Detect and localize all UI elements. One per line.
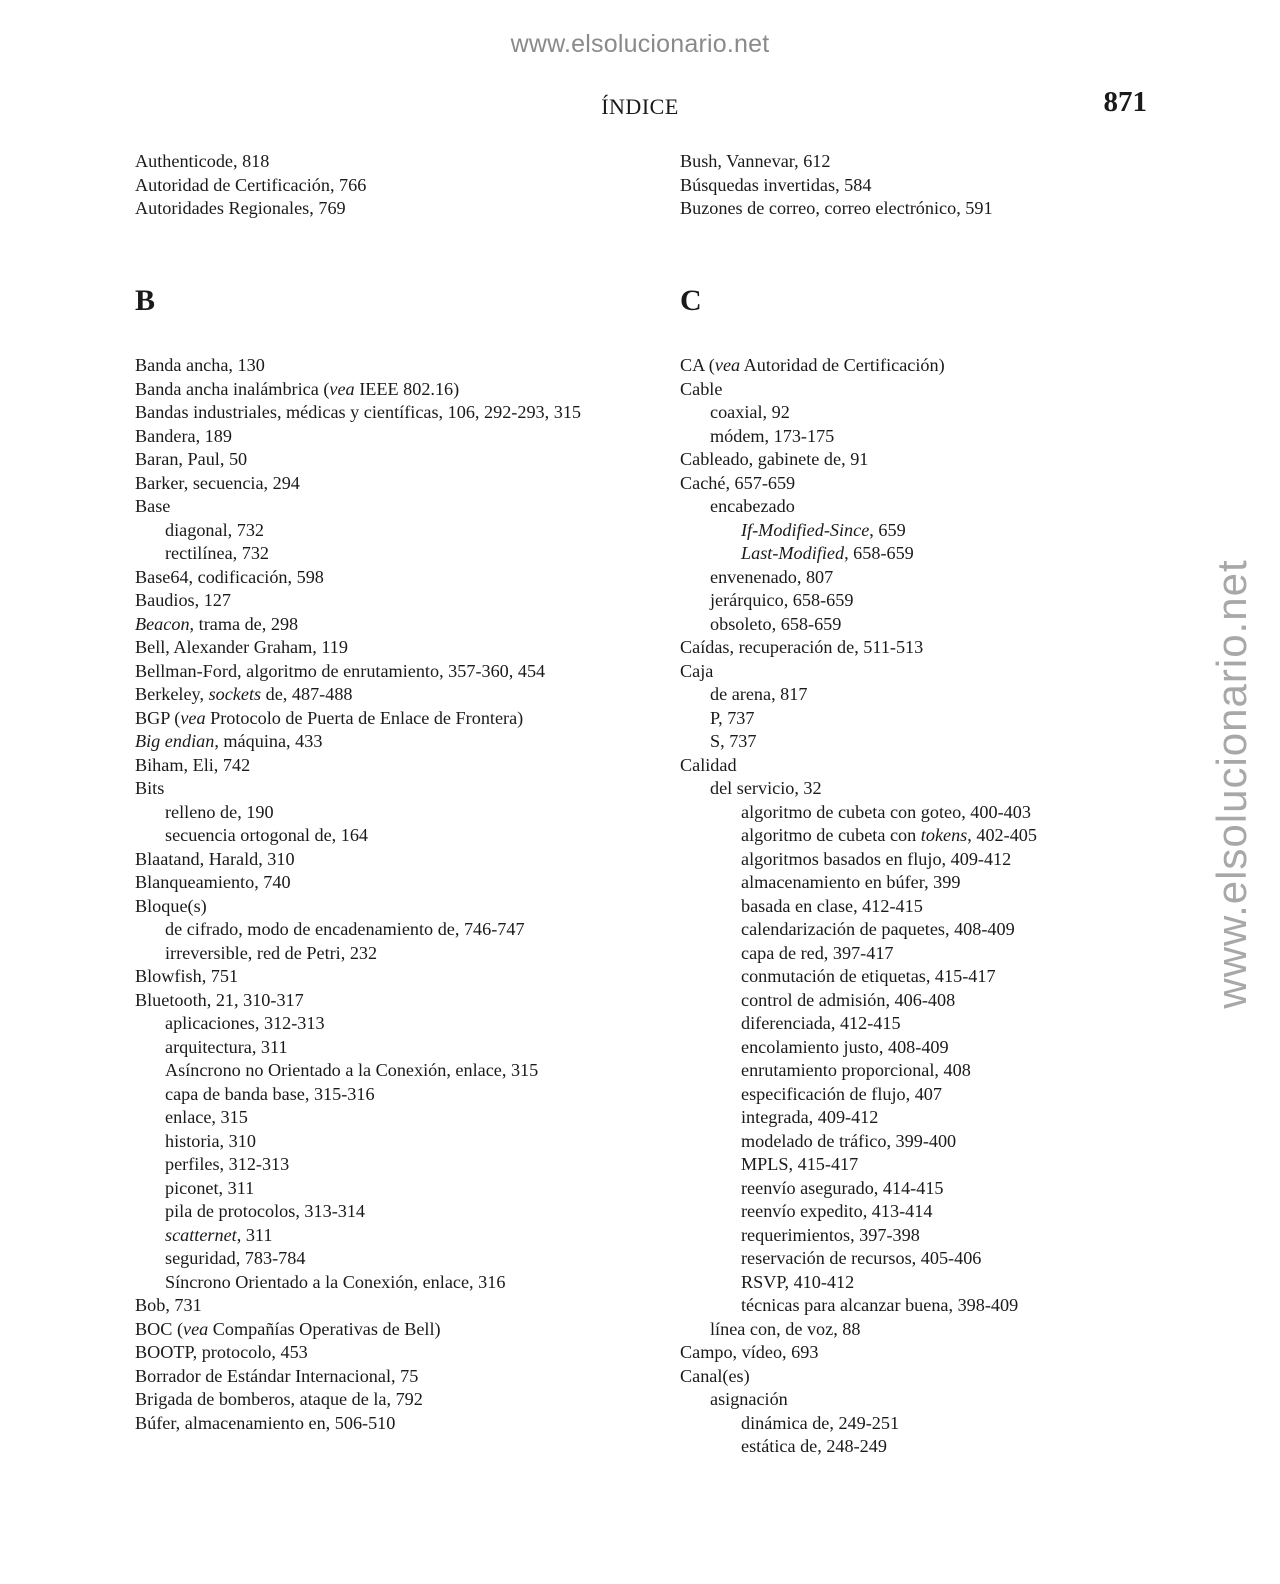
left-continued-entries <box>135 150 655 221</box>
index-entry <box>135 1012 655 1036</box>
index-entry <box>135 566 655 590</box>
index-entry-text: reenvío expedito, 413-414 <box>741 1201 933 1221</box>
index-entry <box>680 197 1200 221</box>
index-entry <box>135 989 655 1013</box>
index-entry-text: Búsquedas invertidas, 584 <box>680 174 872 195</box>
index-entry-text: Borrador de Estándar Internacional, 75 <box>135 1365 419 1386</box>
index-entry-text: de arena, 817 <box>710 684 808 704</box>
index-entry-text: jerárquico, 658-659 <box>710 590 854 610</box>
index-entry-text: reenvío asegurado, 414-415 <box>741 1177 944 1198</box>
index-entry-italic-text: sockets <box>208 684 262 704</box>
index-entry <box>135 1294 655 1318</box>
index-entry-text: diferenciada, 412-415 <box>741 1013 901 1033</box>
index-entry <box>680 754 1200 778</box>
index-entry-text: , 402-405 <box>967 825 1037 845</box>
section-letter-b: B <box>135 284 156 317</box>
index-entry-text: seguridad, 783-784 <box>165 1248 306 1268</box>
index-entry <box>680 354 1200 378</box>
index-entry-text: , 659 <box>869 519 906 540</box>
index-entry <box>135 660 655 684</box>
index-entry-text: Bob, 731 <box>135 1295 202 1315</box>
index-entry-text: de, 487-488 <box>261 684 353 704</box>
index-entry <box>680 542 1200 566</box>
index-entry <box>135 354 655 378</box>
index-entry-text: , trama de, 298 <box>189 613 299 634</box>
index-entry <box>680 472 1200 496</box>
index-entry <box>680 1130 1200 1154</box>
index-entry <box>135 754 655 778</box>
index-entry <box>680 1106 1200 1130</box>
index-entry-text: Bush, Vannevar, 612 <box>680 151 831 171</box>
index-entry <box>135 1247 655 1271</box>
right-continued-entries <box>680 150 1200 221</box>
index-entry-text: arquitectura, 311 <box>165 1036 288 1057</box>
index-entry <box>135 942 655 966</box>
index-entry <box>135 1083 655 1107</box>
index-entry <box>135 448 655 472</box>
index-entry <box>135 519 655 543</box>
index-entry-text: enrutamiento proporcional, 408 <box>741 1060 971 1080</box>
index-entry-text: perfiles, 312-313 <box>165 1154 290 1174</box>
index-entry-text: integrada, 409-412 <box>741 1107 879 1127</box>
index-entry <box>135 824 655 848</box>
index-entry <box>135 174 655 198</box>
index-entry-italic-text: vea <box>714 355 741 375</box>
index-entry-text: secuencia ortogonal de, 164 <box>165 825 369 845</box>
index-entry <box>680 401 1200 425</box>
index-entry-text: Síncrono Orientado a la Conexión, enlace, 316 <box>165 1271 506 1292</box>
index-entry <box>135 472 655 496</box>
index-entry-italic-text: If-Modified-Since <box>741 519 870 540</box>
index-entry-text: Caídas, recuperación de, 511-513 <box>680 637 924 657</box>
index-entry-text: , máquina, 433 <box>214 731 323 751</box>
index-entry <box>135 1224 655 1248</box>
index-entry-text: técnicas para alcanzar buena, 398-409 <box>741 1295 1019 1315</box>
index-entry <box>680 1200 1200 1224</box>
index-entry-text: coaxial, 92 <box>710 402 790 422</box>
index-entry <box>680 1059 1200 1083</box>
index-entry <box>135 1200 655 1224</box>
index-entry <box>135 707 655 731</box>
index-entry-text: RSVP, 410-412 <box>741 1271 855 1292</box>
index-entry <box>680 1271 1200 1295</box>
index-entry-text: línea con, de voz, 88 <box>710 1318 861 1339</box>
index-entry-text: algoritmos basados en flujo, 409-412 <box>741 848 1012 869</box>
index-entry-text: algoritmo de cubeta con <box>741 825 921 845</box>
index-entry-italic-text: Last-Modified <box>741 543 845 563</box>
index-entry <box>135 683 655 707</box>
index-entry <box>135 1318 655 1342</box>
index-entry-text: P, 737 <box>710 707 755 728</box>
index-entry-text: Compañías Operativas de Bell) <box>208 1318 441 1339</box>
index-entry-text: aplicaciones, 312-313 <box>165 1013 325 1033</box>
index-entry <box>680 730 1200 754</box>
index-entry <box>680 174 1200 198</box>
index-entry <box>680 707 1200 731</box>
index-entry <box>680 848 1200 872</box>
index-entry-text: módem, 173-175 <box>710 425 835 446</box>
index-entry-text: Berkeley, <box>135 684 209 704</box>
index-entry <box>135 613 655 637</box>
index-entry-text: Banda ancha, 130 <box>135 355 265 375</box>
index-entry-text: control de admisión, 406-408 <box>741 989 956 1010</box>
index-entry-text: IEEE 802.16) <box>354 378 460 399</box>
index-entry-text: Calidad <box>680 754 737 775</box>
index-entry <box>680 566 1200 590</box>
index-entry <box>680 150 1200 174</box>
index-entry <box>135 495 655 519</box>
index-entry <box>135 1412 655 1436</box>
index-entry-text: Blowfish, 751 <box>135 966 239 986</box>
index-entry-text: Bluetooth, 21, 310-317 <box>135 989 304 1010</box>
index-entry-text: Baran, Paul, 50 <box>135 449 248 469</box>
index-entry-italic-text: vea <box>180 707 206 728</box>
index-entry-text: Caja <box>680 660 714 681</box>
index-entry-text: basada en clase, 412-415 <box>741 895 923 916</box>
index-entry-italic-text: scatternet <box>165 1224 237 1245</box>
index-entry <box>135 1059 655 1083</box>
page-number: 871 <box>1103 86 1147 118</box>
index-entry <box>135 542 655 566</box>
index-entry <box>680 1294 1200 1318</box>
index-entry <box>680 495 1200 519</box>
index-entry-text: capa de banda base, 315-316 <box>165 1083 375 1104</box>
index-entry-text: Cableado, gabinete de, 91 <box>680 449 869 469</box>
index-entry <box>135 1365 655 1389</box>
index-entry <box>135 1177 655 1201</box>
index-entry-text: Banda ancha inalámbrica ( <box>135 378 330 399</box>
index-entry-text: Barker, secuencia, 294 <box>135 472 300 493</box>
index-entry-text: Bits <box>135 778 165 798</box>
index-entry-text: Autoridades Regionales, 769 <box>135 198 346 218</box>
index-entry-text: envenenado, 807 <box>710 566 834 587</box>
index-entry-text: Brigada de bomberos, ataque de la, 792 <box>135 1389 423 1409</box>
index-entry <box>135 636 655 660</box>
index-entry-text: piconet, 311 <box>165 1177 255 1198</box>
index-entry <box>680 895 1200 919</box>
index-entry <box>135 1036 655 1060</box>
index-entry-text: Blanqueamiento, 740 <box>135 872 291 892</box>
index-entry-text: modelado de tráfico, 399-400 <box>741 1130 957 1151</box>
index-entry-text: , 311 <box>236 1224 273 1245</box>
index-entry <box>135 1388 655 1412</box>
index-entry-text: Protocolo de Puerta de Enlace de Frontera) <box>205 707 524 728</box>
index-entry-text: Biham, Eli, 742 <box>135 754 251 775</box>
index-entry <box>680 1012 1200 1036</box>
index-entry <box>680 989 1200 1013</box>
index-entry-text: almacenamiento en búfer, 399 <box>741 872 961 892</box>
index-entry-text: algoritmo de cubeta con goteo, 400-403 <box>741 801 1031 822</box>
index-entry-text: Baudios, 127 <box>135 590 231 610</box>
index-entry-text: estática de, 248-249 <box>741 1436 887 1456</box>
index-entry <box>680 1247 1200 1271</box>
section-letter-c: C <box>680 284 702 317</box>
index-entry <box>135 1130 655 1154</box>
index-entry-text: Bandera, 189 <box>135 425 232 446</box>
section-b <box>135 284 655 1435</box>
index-entry-text: Bandas industriales, médicas y científicas, 106, 292-293, 315 <box>135 402 582 422</box>
index-entry-text: Campo, vídeo, 693 <box>680 1342 819 1362</box>
index-entry <box>135 895 655 919</box>
index-entry-text: diagonal, 732 <box>165 519 265 540</box>
index-entry <box>680 871 1200 895</box>
index-entry <box>135 871 655 895</box>
index-entry-text: Bellman-Ford, algoritmo de enrutamiento, 357-360, 454 <box>135 660 546 681</box>
index-entry-text: pila de protocolos, 313-314 <box>165 1201 366 1221</box>
index-entry-text: Asíncrono no Orientado a la Conexión, enlace, 315 <box>165 1060 539 1080</box>
index-entry <box>135 730 655 754</box>
index-entry <box>680 801 1200 825</box>
index-entry <box>680 378 1200 402</box>
index-entry <box>680 918 1200 942</box>
index-entry-text: BOOTP, protocolo, 453 <box>135 1342 308 1362</box>
index-entry-italic-text: vea <box>329 378 355 399</box>
index-entry <box>680 1036 1200 1060</box>
index-entry <box>680 1341 1200 1365</box>
index-entry-text: BGP ( <box>135 707 181 728</box>
watermark-side-url: www.elsolucionario.net <box>1208 559 1255 1009</box>
index-entry-text: Cable <box>680 378 723 399</box>
index-entry-text: historia, 310 <box>165 1130 256 1151</box>
index-entry <box>680 613 1200 637</box>
index-entry-italic-text: tokens <box>920 825 968 845</box>
index-entry <box>680 942 1200 966</box>
index-entry <box>680 777 1200 801</box>
running-title: ÍNDICE <box>601 94 679 119</box>
index-entry-text: rectilínea, 732 <box>165 543 270 563</box>
index-entry <box>680 965 1200 989</box>
index-entry-text: Authenticode, 818 <box>135 151 270 171</box>
index-entry-text: Base <box>135 496 171 516</box>
index-entry <box>680 1435 1200 1459</box>
section-c <box>680 284 1200 1459</box>
index-entry-text: de cifrado, modo de encadenamiento de, 746-747 <box>165 919 525 939</box>
index-entry-text: CA ( <box>680 355 715 375</box>
index-entry <box>680 519 1200 543</box>
index-entry-text: Bloque(s) <box>135 895 207 916</box>
index-entry <box>135 965 655 989</box>
index-entry <box>680 683 1200 707</box>
index-entry-text: Blaatand, Harald, 310 <box>135 848 295 869</box>
index-entry-text: capa de red, 397-417 <box>741 942 894 963</box>
index-entry-text: Canal(es) <box>680 1365 750 1386</box>
index-entry <box>680 1365 1200 1389</box>
index-entry <box>680 1083 1200 1107</box>
index-entry-text: Caché, 657-659 <box>680 472 796 493</box>
index-entry <box>680 660 1200 684</box>
index-entry-text: Búfer, almacenamiento en, 506-510 <box>135 1412 396 1433</box>
index-entry <box>680 1177 1200 1201</box>
section-c-entries <box>680 354 1200 1459</box>
index-entry-italic-text: Big endian <box>135 731 215 751</box>
index-entry <box>680 1388 1200 1412</box>
index-entry-text: encabezado <box>710 496 795 516</box>
index-entry-italic-text: vea <box>183 1318 209 1339</box>
index-entry-text: relleno de, 190 <box>165 801 274 822</box>
index-entry <box>680 425 1200 449</box>
index-entry <box>135 589 655 613</box>
index-entry-text: , 658-659 <box>844 543 914 563</box>
index-entry-text: Buzones de correo, correo electrónico, 591 <box>680 198 993 218</box>
index-entry-text: BOC ( <box>135 1318 183 1339</box>
index-entry <box>135 401 655 425</box>
index-entry-text: calendarización de paquetes, 408-409 <box>741 919 1015 939</box>
watermark-url: www.elsolucionario.net <box>510 30 770 58</box>
index-entry <box>680 1412 1200 1436</box>
index-entry-text: irreversible, red de Petri, 232 <box>165 942 378 963</box>
index-entry <box>680 1153 1200 1177</box>
index-entry <box>135 777 655 801</box>
index-entry-italic-text: Beacon <box>135 613 190 634</box>
index-entry <box>135 848 655 872</box>
index-entry <box>680 1318 1200 1342</box>
index-entry-text: Base64, codificación, 598 <box>135 566 324 587</box>
index-entry-text: Autoridad de Certificación, 766 <box>135 174 367 195</box>
index-entry-text: del servicio, 32 <box>710 778 822 798</box>
index-entry-text: enlace, 315 <box>165 1107 248 1127</box>
index-entry <box>135 150 655 174</box>
index-entry-text: dinámica de, 249-251 <box>741 1412 900 1433</box>
index-entry-text: requerimientos, 397-398 <box>741 1224 920 1245</box>
index-entry <box>135 378 655 402</box>
index-entry <box>135 1153 655 1177</box>
index-entry-text: especificación de flujo, 407 <box>741 1083 942 1104</box>
index-entry <box>680 824 1200 848</box>
index-entry <box>680 448 1200 472</box>
index-entry <box>135 197 655 221</box>
index-entry-text: obsoleto, 658-659 <box>710 613 842 634</box>
index-entry-text: reservación de recursos, 405-406 <box>741 1248 982 1268</box>
index-entry-text: MPLS, 415-417 <box>741 1154 859 1174</box>
index-entry-text: Bell, Alexander Graham, 119 <box>135 637 348 657</box>
index-entry <box>135 1271 655 1295</box>
section-b-entries <box>135 354 655 1435</box>
index-entry-text: conmutación de etiquetas, 415-417 <box>741 966 996 986</box>
index-entry <box>680 1224 1200 1248</box>
index-entry <box>135 1341 655 1365</box>
index-entry <box>680 636 1200 660</box>
index-entry <box>135 425 655 449</box>
index-entry-text: Autoridad de Certificación) <box>740 355 945 375</box>
index-entry <box>135 1106 655 1130</box>
index-entry <box>680 589 1200 613</box>
index-entry-text: asignación <box>710 1389 788 1409</box>
index-entry-text: encolamiento justo, 408-409 <box>741 1036 949 1057</box>
index-entry <box>135 801 655 825</box>
index-entry-text: S, 737 <box>710 731 757 751</box>
index-entry <box>135 918 655 942</box>
